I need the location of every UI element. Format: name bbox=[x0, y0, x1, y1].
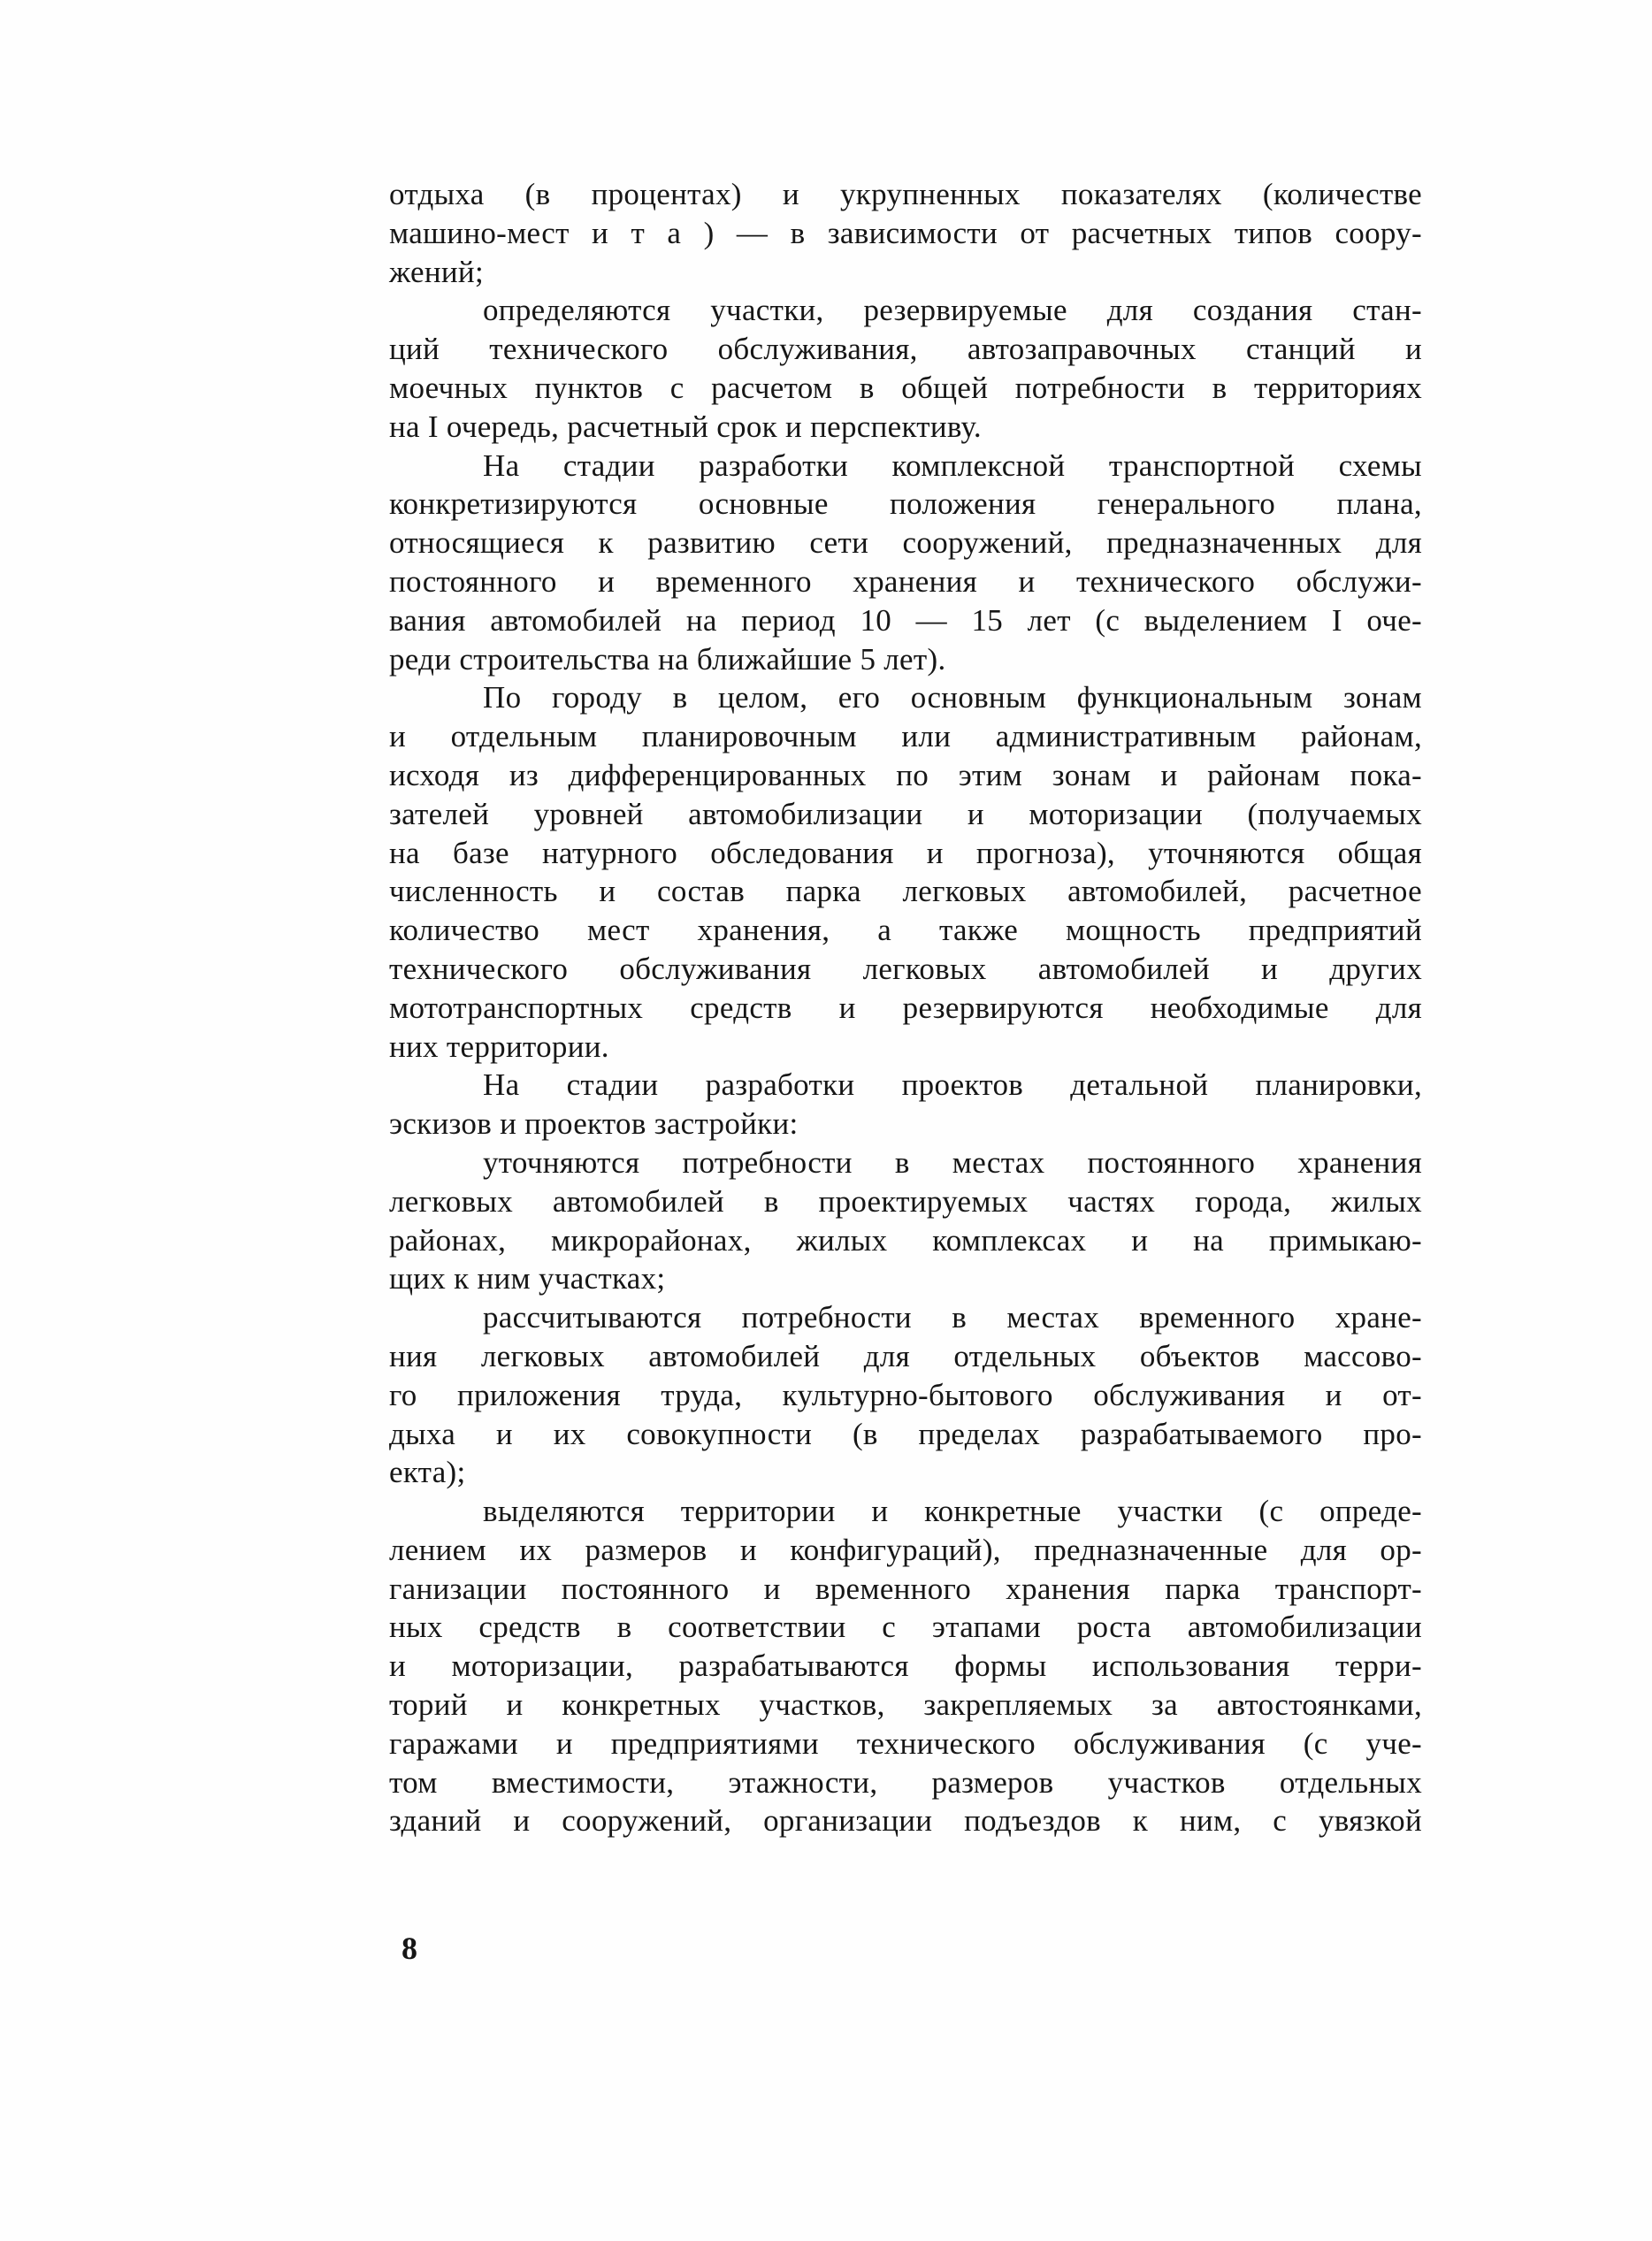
text-line: исходя из дифференцированных по этим зонам и районам пока- bbox=[389, 757, 1422, 792]
text-line: На стадии разработки проектов детальной планировки, bbox=[483, 1067, 1422, 1103]
text-line: зателей уровней автомобилизации и моторизации (получаемых bbox=[389, 796, 1422, 831]
text-line: том вместимости, этажности, размеров участков отдельных bbox=[389, 1764, 1422, 1800]
text-line: мототранспортных средств и резервируются необходимые для bbox=[389, 990, 1422, 1025]
page-number: 8 bbox=[402, 1931, 417, 1966]
text-line: выделяются территории и конкретные участки (с опреде- bbox=[483, 1494, 1422, 1529]
text-line: постоянного и временного хранения и технического обслужи- bbox=[389, 563, 1422, 599]
text-line: щих к ним участках; bbox=[389, 1261, 666, 1296]
text-line: конкретизируются основные положения генерального плана, bbox=[389, 486, 1422, 522]
text-line: моечных пунктов с расчетом в общей потребности в территориях bbox=[389, 370, 1422, 405]
text-line: ций технического обслуживания, автозаправочных станций и bbox=[389, 332, 1422, 367]
text-line: на I очередь, расчетный срок и перспективу. bbox=[389, 409, 982, 444]
text-line: уточняются потребности в местах постоянного хранения bbox=[483, 1144, 1422, 1180]
text-line: торий и конкретных участков, закрепляемых за автостоянками, bbox=[389, 1687, 1422, 1723]
text-line: ганизации постоянного и временного хранения парка транспорт- bbox=[389, 1571, 1422, 1606]
text-line: вания автомобилей на период 10 — 15 лет (с выделением I оче- bbox=[389, 602, 1422, 638]
text-line: количество мест хранения, а также мощность предприятий bbox=[389, 913, 1422, 948]
text-line: реди строительства на ближайшие 5 лет). bbox=[389, 641, 946, 677]
text-line: отдыха (в процентах) и укрупненных показателях (количестве bbox=[389, 177, 1422, 211]
text-line: относящиеся к развитию сети сооружений, предназначенных для bbox=[389, 525, 1422, 561]
text-line: на базе натурного обследования и прогноза), уточняются общая bbox=[389, 835, 1422, 870]
body-text bbox=[389, 175, 1422, 1840]
text-line: технического обслуживания легковых автомобилей и других bbox=[389, 951, 1422, 986]
text-line: численность и состав парка легковых автомобилей, расчетное bbox=[389, 874, 1422, 909]
text-line: зданий и сооружений, организации подъездов к ним, с увязкой bbox=[389, 1803, 1422, 1839]
text-line: гаражами и предприятиями технического обслуживания (с уче- bbox=[389, 1725, 1422, 1761]
text-line: ных средств в соответствии с этапами роста автомобилизации bbox=[389, 1610, 1422, 1645]
text-line: На стадии разработки комплексной транспортной схемы bbox=[483, 447, 1422, 483]
text-line: дыха и их совокупности (в пределах разрабатываемого про- bbox=[389, 1416, 1422, 1451]
text-line: рассчитываются потребности в местах временного хране- bbox=[483, 1300, 1422, 1335]
text-line: районах, микрорайонах, жилых комплексах и на примыкаю- bbox=[389, 1222, 1422, 1258]
text-line: и отдельным планировочным или административным районам, bbox=[389, 719, 1422, 754]
text-line: го приложения труда, культурно-бытового обслуживания и от- bbox=[389, 1377, 1422, 1412]
text-line: легковых автомобилей в проектируемых частях города, жилых bbox=[389, 1183, 1422, 1219]
text-line: По городу в целом, его основным функциональным зонам bbox=[483, 680, 1422, 715]
text-line: машино-мест и т а ) — в зависимости от расчетных типов соору- bbox=[389, 215, 1422, 250]
text-line: жений; bbox=[389, 254, 484, 289]
text-line: и моторизации, разрабатываются формы использования терри- bbox=[389, 1648, 1422, 1684]
text-line: лением их размеров и конфигураций), предназначенные для ор- bbox=[389, 1532, 1422, 1567]
text-line: эскизов и проектов застройки: bbox=[389, 1106, 799, 1142]
text-line: определяются участки, резервируемые для создания стан- bbox=[483, 293, 1422, 328]
text-line: ния легковых автомобилей для отдельных объектов массово- bbox=[389, 1338, 1422, 1373]
text-line: екта); bbox=[389, 1455, 466, 1490]
text-line: них территории. bbox=[389, 1029, 609, 1064]
